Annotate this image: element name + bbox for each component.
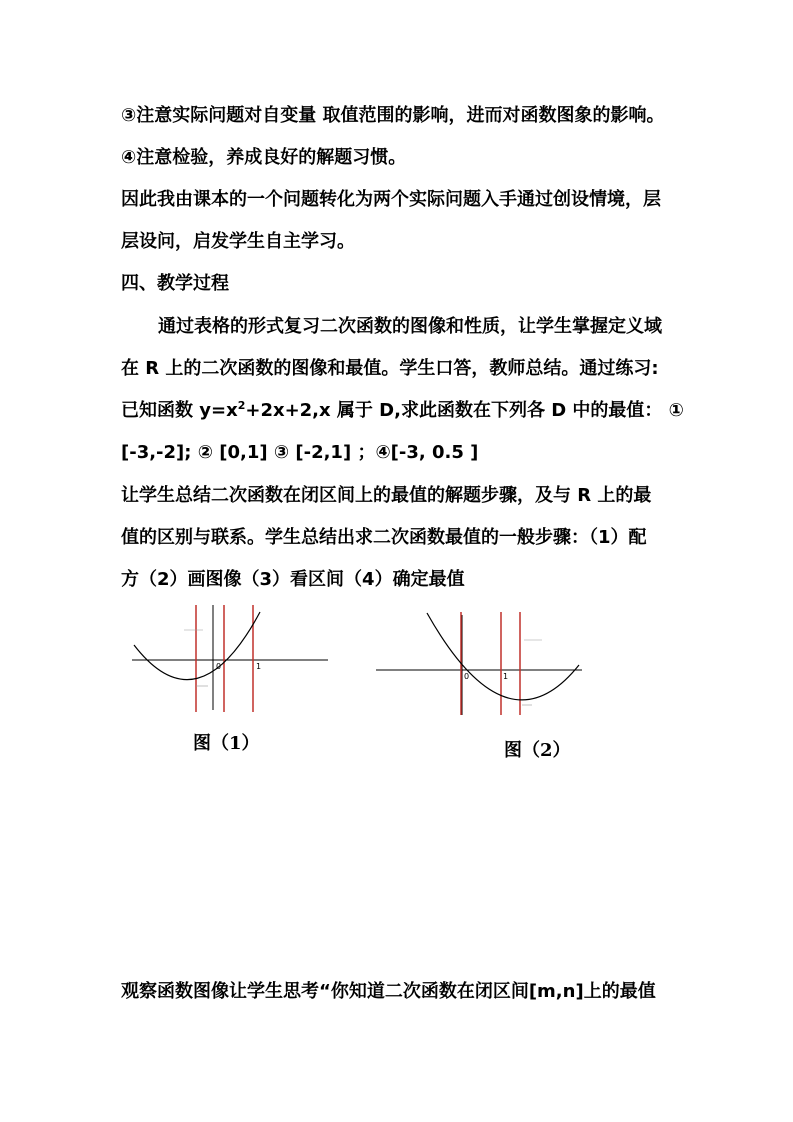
paragraph-note-3: ③注意实际问题对自变量 取值范围的影响，进而对函数图象的影响。 <box>121 105 665 126</box>
paragraph-summary-line2: 值的区别与联系。学生总结出求二次函数最值的一般步骤：（1）配 <box>121 527 647 548</box>
paragraph-summary-line1: 让学生总结二次函数在闭区间上的最值的解题步骤，及与 R 上的最 <box>121 485 652 506</box>
paragraph-intro-line1: 因此我由课本的一个问题转化为两个实际问题入手通过创设情境，层 <box>121 189 661 210</box>
figure-2-label-one: 1 <box>503 672 509 681</box>
formula-prefix: 已知函数 y=x <box>121 400 238 421</box>
formula-exponent: 2 <box>237 399 246 412</box>
section-heading: 四、教学过程 <box>121 273 229 294</box>
paragraph-process-line3 <box>121 399 684 423</box>
figure-2-parabola <box>427 613 579 700</box>
paragraph-intro-line2: 层设问，启发学生自主学习。 <box>121 231 355 252</box>
paragraph-process-line2: 在 R 上的二次函数的图像和最值。学生口答，教师总结。通过练习: <box>121 358 659 379</box>
figure-1-label-origin: 0 <box>216 662 222 671</box>
figure-2-caption: 图（2） <box>504 740 571 761</box>
paragraph-intervals: [-3,-2]; ② [0,1] ③ [-2,1] ；④[-3, 0.5 ] <box>121 442 479 463</box>
paragraph-process-line1: 通过表格的形式复习二次函数的图像和性质，让学生掌握定义域 <box>158 316 662 337</box>
paragraph-summary-line3: 方（2）画图像（3）看区间（4）确定最值 <box>121 569 465 590</box>
figure-1-label-one: 1 <box>256 662 262 671</box>
formula-suffix: +2x+2,x 属于 D,求此函数在下列各 D 中的最值： ① <box>245 400 684 421</box>
paragraph-note-4: ④注意检验，养成良好的解题习惯。 <box>121 147 407 168</box>
figure-2-label-origin: 0 <box>464 672 470 681</box>
figure-1-graph <box>128 600 333 715</box>
figure-2-graph <box>372 610 587 720</box>
figure-1-parabola <box>134 612 260 680</box>
paragraph-observe: 观察函数图像让学生思考“你知道二次函数在闭区间[m,n]上的最值 <box>121 981 656 1002</box>
figure-1-caption: 图（1） <box>193 733 260 754</box>
